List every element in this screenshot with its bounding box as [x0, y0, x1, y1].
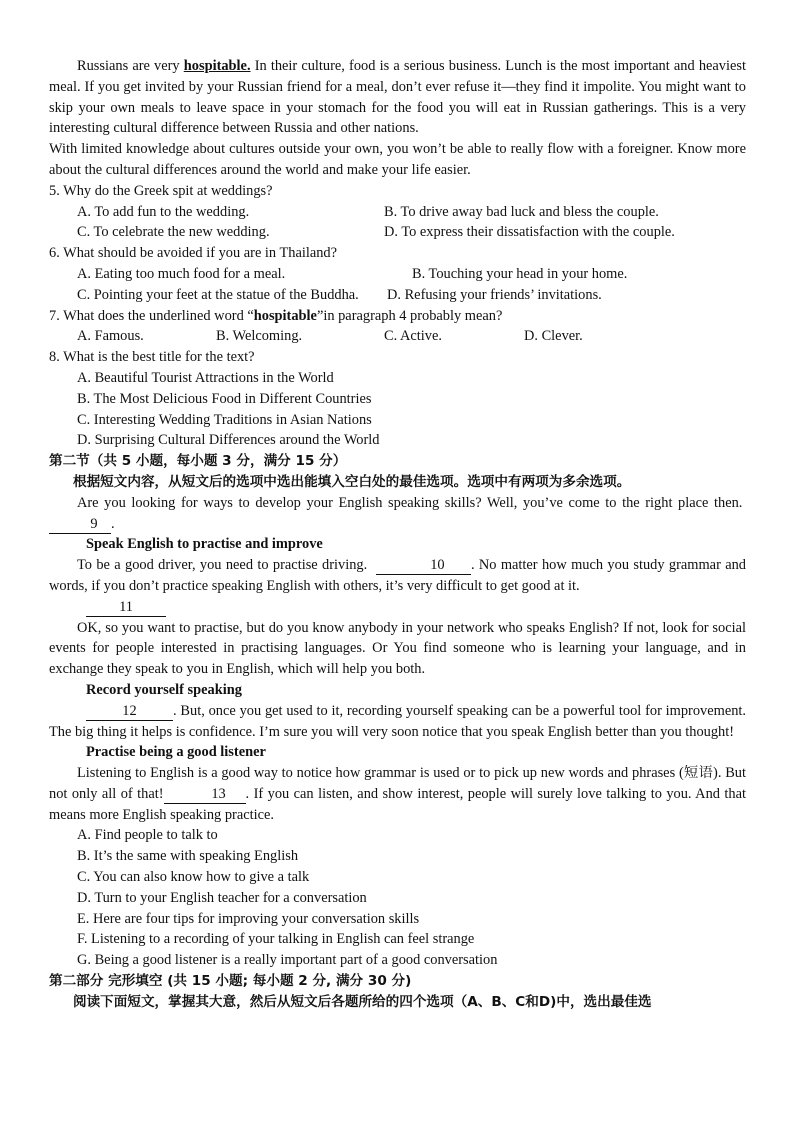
passage-paragraph: Russians are very hospitable. In their culture, food is a serious business. Lunch is the most important and heaviest meal. If you get invited by your Russian friend for a meal, don’t ever refuse it—they find it impolite. You might want to skip your own meals to leave space in your stomach for the food you will eat in Russian gatherings. This is a very interesting cultural difference between Russia and other nations. [49, 58, 746, 137]
option-c[interactable]: C. Pointing your feet at the statue of the Buddha. [77, 286, 359, 303]
passage-paragraph: Are you looking for ways to develop your English speaking skills? Well, you’ve come to the right place then. 9 . [49, 493, 746, 535]
question-stem: 6. What should be avoided if you are in Thailand? [49, 245, 338, 262]
passage-paragraph: With limited knowledge about cultures outside your own, you won’t be able to really flow with a foreigner. Know more about the cultural differences around the world and make your life easier. [49, 141, 746, 178]
blank-10[interactable]: 10 [376, 557, 471, 575]
part-title: 第二部分 完形填空 (共 15 小题; 每小题 2 分, 满分 30 分) [49, 973, 412, 990]
passage-paragraph: Listening to English is a good way to notice how grammar is used or to pick up new words and phrases (短语). But not only all of that! 13 . If you can listen, and show interest, people will surely love talking to you. And that means more English speaking practice. [49, 765, 746, 823]
option-a[interactable]: A. To add fun to the wedding. [77, 203, 250, 220]
option-b[interactable]: B. Welcoming. [216, 328, 303, 345]
option-b[interactable]: B. To drive away bad luck and bless the couple. [384, 203, 659, 220]
exam-page [49, 56, 746, 1013]
option-c[interactable]: C. To celebrate the new wedding. [77, 224, 270, 241]
option-row [49, 202, 746, 223]
part-instruction: 阅读下面短文，掌握其大意，然后从短文后各题所给的四个选项（A、B、C和D)中，选出最佳选 [73, 993, 652, 1010]
option-d[interactable]: D. To express their dissatisfaction with the couple. [384, 224, 675, 241]
option-a[interactable]: A. Eating too much food for a meal. [77, 265, 286, 282]
option-a[interactable]: A. Famous. [77, 328, 144, 345]
option-row [49, 326, 746, 347]
blank-13[interactable]: 13 [164, 786, 246, 804]
option-c[interactable]: C. Active. [384, 328, 442, 345]
question-stem: 8. What is the best title for the text? [49, 349, 255, 366]
choice-b[interactable]: B. It’s the same with speaking English [77, 848, 299, 865]
underlined-keyword: hospitable. [183, 58, 251, 74]
choice-a[interactable]: A. Find people to talk to [77, 827, 218, 844]
blank-9[interactable]: 9 [49, 516, 111, 534]
subheading: Record yourself speaking [86, 681, 242, 698]
option-row [49, 264, 746, 285]
option-b[interactable]: B. Touching your head in your home. [412, 265, 628, 282]
passage-paragraph: OK, so you want to practise, but do you know anybody in your network who speaks English? If not, look for social events for people interested in practising languages. Or You find someone who is learning your language, and in exchange they speak to you in English, which will help you both. [49, 619, 746, 678]
section-instruction: 根据短文内容，从短文后的选项中选出能填入空白处的最佳选项。选项中有两项为多余选项。 [73, 473, 631, 490]
option-d[interactable]: D. Surprising Cultural Differences around the World [77, 432, 380, 449]
keyword: hospitable [253, 307, 317, 324]
choice-g[interactable]: G. Being a good listener is a really important part of a good conversation [77, 952, 498, 969]
option-row [49, 285, 746, 306]
choice-e[interactable]: E. Here are four tips for improving your conversation skills [77, 910, 420, 927]
passage-paragraph: To be a good driver, you need to practise driving. 10 . No matter how much you study grammar and words, if you don’t practice speaking English with others, it’s very difficult to get good at it. [49, 557, 746, 594]
section-title: 第二节（共 5 小题，每小题 3 分，满分 15 分） [49, 453, 347, 470]
choice-d[interactable]: D. Turn to your English teacher for a conversation [77, 889, 367, 906]
blank-line [49, 597, 746, 618]
question-stem: 7. What does the underlined word “hospitable”in paragraph 4 probably mean? [49, 307, 503, 324]
blank-11[interactable]: 11 [86, 599, 166, 617]
passage-paragraph: 12 . But, once you get used to it, recording yourself speaking can be a powerful tool for improvement. The big thing it helps is confidence. I’m sure you will very soon notice that you speak English better than you thought! [49, 702, 746, 740]
option-row [49, 222, 746, 243]
option-d[interactable]: D. Clever. [524, 328, 583, 345]
choice-c[interactable]: C. You can also know how to give a talk [77, 869, 310, 886]
question-stem: 5. Why do the Greek spit at weddings? [49, 182, 273, 199]
blank-12[interactable]: 12 [86, 703, 173, 721]
option-d[interactable]: D. Refusing your friends’ invitations. [387, 286, 602, 303]
option-a[interactable]: A. Beautiful Tourist Attractions in the World [77, 369, 334, 386]
subheading: Speak English to practise and improve [86, 536, 323, 553]
choice-f[interactable]: F. Listening to a recording of your talking in English can feel strange [77, 931, 475, 948]
option-c[interactable]: C. Interesting Wedding Traditions in Asian Nations [77, 411, 372, 428]
option-b[interactable]: B. The Most Delicious Food in Different Countries [77, 390, 372, 407]
subheading: Practise being a good listener [86, 744, 266, 761]
